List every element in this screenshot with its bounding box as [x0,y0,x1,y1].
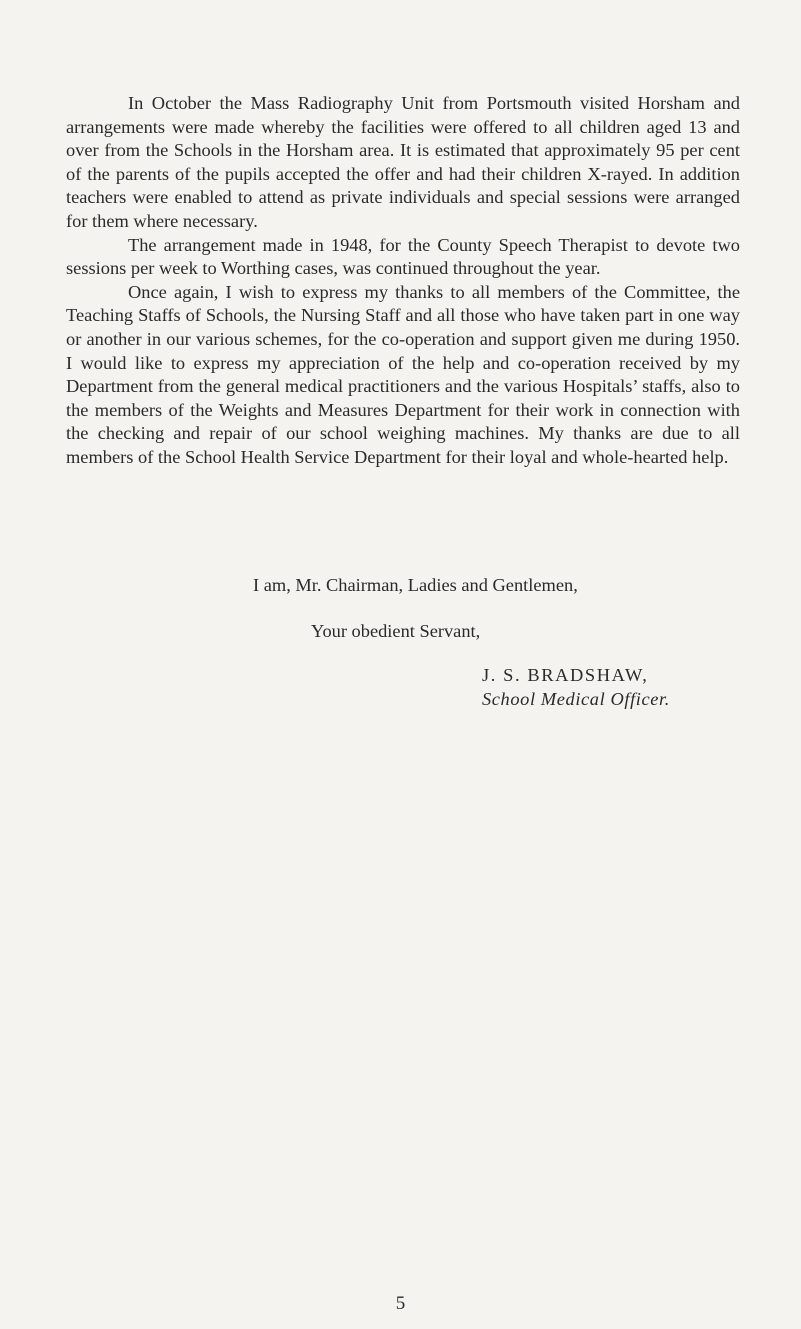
paragraph-speech-therapist: The arrangement made in 1948, for the County Speech Therapist to devote two sessions per week to Worthing cases, was continued throughout the year. [66,234,740,279]
valediction: Your obedient Servant, [311,621,481,641]
paragraph-radiography: In October the Mass Radiography Unit from Portsmouth visited Horsham and arrangements were made whereby the facilities were offered to all children aged 13 and over from the Schools in the Horsham area. It is estimated that approximately 95 per cent of the parents of the pupils accepted the offer and had their children X-rayed. In addition teachers were enabled to attend as private individuals and special sessions were arranged for them where necessary. [66,93,740,231]
report-body [66,92,740,470]
paragraph-thanks: Once again, I wish to express my thanks to all members of the Committee, the Teaching Staffs of Schools, the Nursing Staff and all those who have taken part in one way or another in our various schemes, for the co-operation and support given me during 1950. I would like to express my appreciation of the help and co-operation received by my Department from the general medical practitioners and the various Hospitals’ staffs, also to the members of the Weights and Measures Department for their work in connection with the checking and repair of our school weighing machines. My thanks are due to all members of the School Health Service Department for their loyal and whole-hearted help. [66,281,740,467]
signatory-title: School Medical Officer. [482,689,670,709]
signatory-name: J. S. BRADSHAW, [482,665,649,685]
page-number: 5 [395,1293,406,1314]
closing-salutation: I am, Mr. Chairman, Ladies and Gentlemen, [253,575,578,595]
